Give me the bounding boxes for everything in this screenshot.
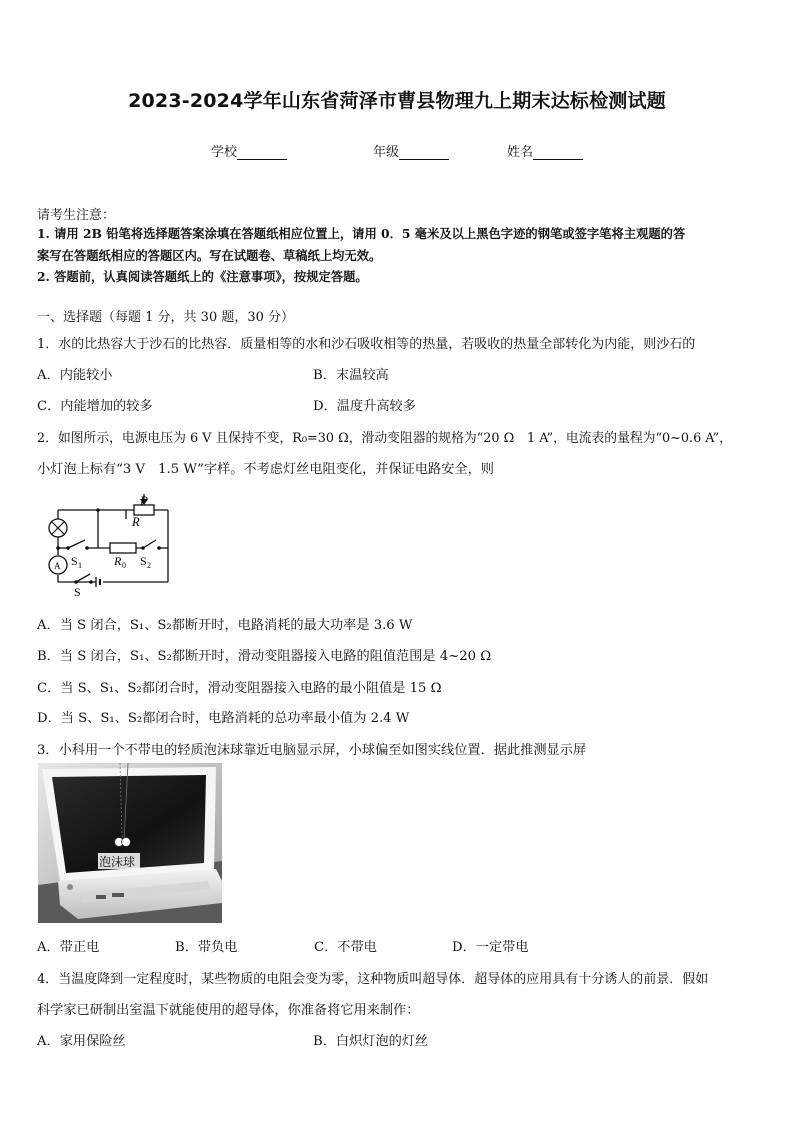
q2-option-d[interactable]: D．当 S、S₁、S₂都闭合时，电路消耗的总功率最小值为 2.4 W [37, 711, 410, 726]
resistor-r0 [110, 543, 136, 553]
label-s2: S [140, 554, 147, 568]
q1-option-a[interactable]: A．内能较小 [37, 368, 113, 383]
q2-stem-line-1: 2．如图所示，电源电压为 6 V 且保持不变，R₀=30 Ω，滑动变阻器的规格为“20 Ω 1 A”，电流表的量程为“0~0.6 A”， [37, 431, 733, 446]
grade-blank[interactable] [399, 146, 449, 160]
q1-stem: 1．水的比热容大于沙石的比热容．质量相等的水和沙石吸收相等的热量，若吸收的热量全部转化为内能，则沙石的 [37, 337, 696, 352]
section-1-heading: 一、选择题（每题 1 分，共 30 题，30 分） [37, 310, 295, 325]
q3-laptop-photo [38, 763, 222, 923]
school-label: 学校 [211, 145, 238, 160]
notice-item-2: 2. 答题前，认真阅读答题纸上的《注意事项》，按规定答题。 [37, 269, 368, 284]
q3-option-b[interactable]: B．带负电 [175, 940, 238, 955]
label-r0: R [114, 554, 122, 568]
q2-stem-line-2: 小灯泡上标有“3 V 1.5 W”字样。不考虑灯丝电阻变化，并保证电路安全，则 [37, 462, 494, 477]
foam-ball-label: 泡沫球 [99, 855, 136, 869]
label-s1-sub: 1 [78, 561, 82, 570]
label-s1: S [71, 554, 78, 568]
school-field[interactable] [211, 141, 287, 160]
q4-option-a[interactable]: A．家用保险丝 [37, 1034, 126, 1049]
q2-circuit-diagram [38, 488, 178, 600]
label-p: P [140, 493, 148, 508]
notice-item-1-line-2: 案写在答题纸相应的答题区内。写在试题卷、草稿纸上均无效。 [37, 248, 382, 263]
name-field[interactable] [507, 141, 583, 160]
label-s: S [74, 585, 81, 599]
name-blank[interactable] [533, 146, 583, 160]
q2-option-a[interactable]: A．当 S 闭合，S₁、S₂都断开时，电路消耗的最大功率是 3.6 W [37, 618, 413, 633]
name-label: 姓名 [507, 145, 534, 160]
page-title: 2023-2024学年山东省菏泽市曹县物理九上期末达标检测试题 [128, 90, 666, 112]
notice-item-1-line-1: 1. 请用 2B 铅笔将选择题答案涂填在答题纸相应位置上，请用 0．5 毫米及以上黑色字迹的钢笔或签字笔将主观题的答 [37, 226, 686, 241]
label-a: A [54, 561, 61, 571]
q3-option-a[interactable]: A．带正电 [37, 940, 100, 955]
label-r0-sub: 0 [122, 561, 126, 570]
q1-option-d[interactable]: D．温度升高较多 [313, 399, 416, 414]
q1-option-b[interactable]: B．末温较高 [313, 368, 389, 383]
q2-option-b[interactable]: B．当 S 闭合，S₁、S₂都断开时，滑动变阻器接入电路的阻值范围是 4~20 Ω [37, 649, 492, 664]
notice-heading: 请考生注意： [37, 208, 116, 223]
q3-option-c[interactable]: C．不带电 [314, 940, 377, 955]
label-r: R [132, 515, 140, 529]
grade-label: 年级 [373, 145, 400, 160]
q3-stem: 3．小科用一个不带电的轻质泡沫球靠近电脑显示屏，小球偏至如图实线位置．据此推测显示屏 [37, 743, 587, 758]
q4-stem-line-2: 科学家已研制出室温下就能使用的超导体，你准备将它用来制作： [37, 1003, 420, 1018]
q4-stem-line-1: 4．当温度降到一定程度时，某些物质的电阻会变为零，这种物质叫超导体．超导体的应用具有十分诱人的前景．假如 [37, 972, 709, 987]
q4-option-b[interactable]: B．白炽灯泡的灯丝 [313, 1034, 429, 1049]
label-s2-sub: 2 [147, 561, 151, 570]
grade-field[interactable] [373, 141, 449, 160]
q1-option-c[interactable]: C．内能增加的较多 [37, 399, 153, 414]
q3-option-d[interactable]: D．一定带电 [452, 940, 529, 955]
q2-option-c[interactable]: C．当 S、S₁、S₂都闭合时，滑动变阻器接入电路的最小阻值是 15 Ω [37, 681, 442, 696]
school-blank[interactable] [237, 146, 287, 160]
